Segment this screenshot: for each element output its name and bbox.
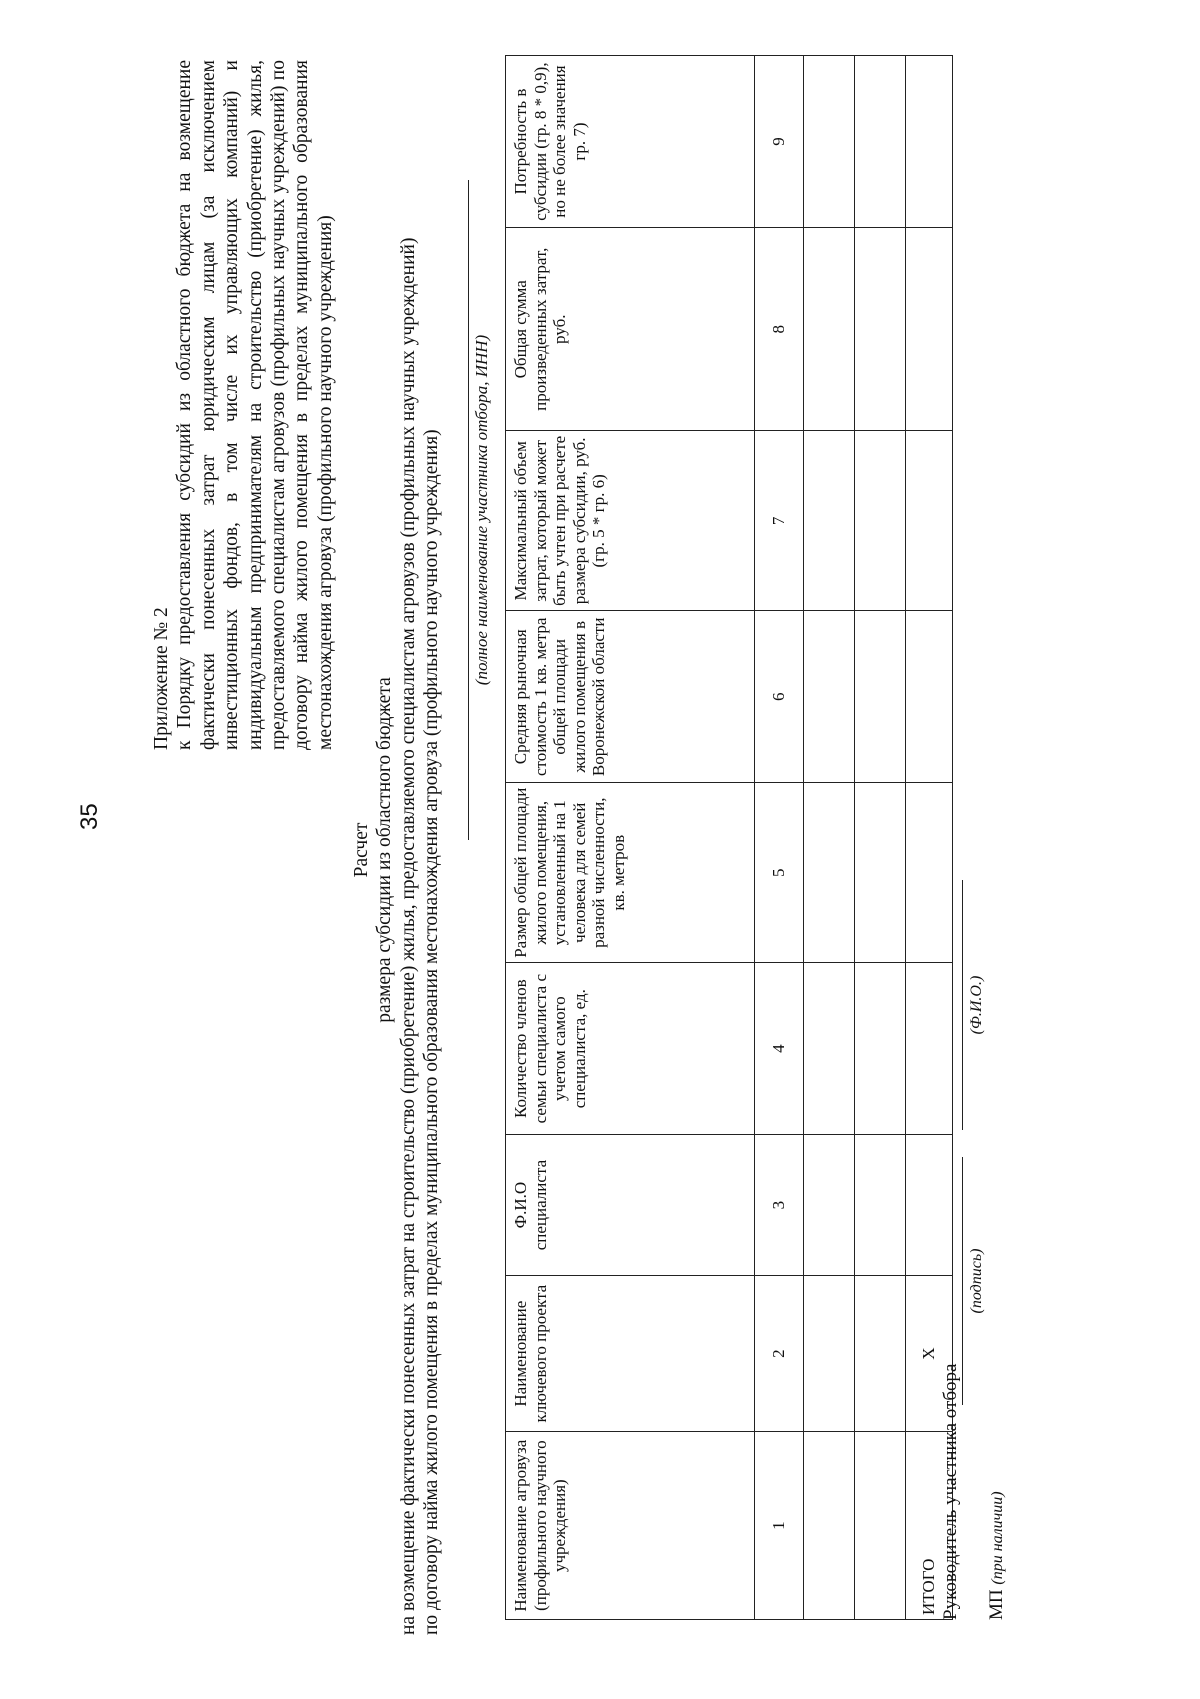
stamp-line <box>986 1491 1008 1620</box>
column-number: 7 <box>755 431 804 611</box>
header-cell: Общая сумма произведенных затрат, руб. <box>506 228 755 431</box>
column-number-row <box>755 56 804 1620</box>
column-number: 1 <box>755 1432 804 1620</box>
table-cell <box>906 1135 953 1276</box>
table-cell <box>804 431 855 611</box>
column-number: 2 <box>755 1275 804 1431</box>
signature-label: Руководитель участника отбора <box>940 1363 961 1620</box>
header-cell: Наименование агровуза (профильного научного учреждения) <box>506 1432 755 1620</box>
table-row <box>855 56 906 1620</box>
column-number: 6 <box>755 611 804 783</box>
calculation-line-1: размера субсидии из областного бюджета <box>374 677 396 1023</box>
appendix-title: Приложение № 2 <box>151 607 172 750</box>
table-row <box>804 56 855 1620</box>
header-cell: Количество членов семьи специалиста с учетом самого специалиста, ед. <box>506 963 755 1135</box>
page-number: 35 <box>76 803 103 830</box>
table-cell <box>804 783 855 963</box>
signature-line <box>962 1157 963 1405</box>
table-cell <box>804 1432 855 1620</box>
header-cell: Максимальный объем затрат, который может быть учтен при расчете размера субсидии, руб. (гр. 5 * гр. 6) <box>506 431 755 611</box>
total-col2: Х <box>906 1275 953 1431</box>
table-cell <box>855 1432 906 1620</box>
participant-caption: (полное наименование участника отбора, ИНН) <box>472 334 491 686</box>
table-cell <box>855 963 906 1135</box>
table-cell <box>855 431 906 611</box>
table-cell <box>804 56 855 228</box>
table-cell <box>804 1275 855 1431</box>
table-cell <box>855 228 906 431</box>
table-cell <box>855 783 906 963</box>
table-cell <box>906 56 953 228</box>
name-line <box>962 880 963 1130</box>
table-cell <box>906 783 953 963</box>
calculation-title <box>350 50 444 1650</box>
signature-caption: (подпись) <box>968 1248 985 1314</box>
column-number: 8 <box>755 228 804 431</box>
header-cell: Размер общей площади жилого помещения, установленный на 1 человека для семей разной численности, кв. метров <box>506 783 755 963</box>
column-number: 3 <box>755 1135 804 1276</box>
calculation-line-2: на возмещение фактически понесенных затрат на строительство (приобретение) жилья, предоставляемого специалистам агровузов (профильных научных учреждений) <box>397 237 419 1635</box>
table-cell <box>906 963 953 1135</box>
header-cell: Средняя рыночная стоимость 1 кв. метра общей площади жилого помещения в Воронежской области <box>506 611 755 783</box>
table-cell <box>906 611 953 783</box>
table-cell <box>855 1135 906 1276</box>
appendix-block <box>150 60 337 750</box>
table-cell <box>906 228 953 431</box>
name-caption: (Ф.И.О.) <box>968 975 985 1035</box>
table-cell <box>804 611 855 783</box>
column-number: 9 <box>755 56 804 228</box>
calculation-table <box>505 55 953 1620</box>
document-body <box>150 50 1150 1650</box>
header-cell: Потребность в субсидии (гр. 8 * 0,9), но не более значения гр. 7) <box>506 56 755 228</box>
table-cell <box>906 431 953 611</box>
participant-name-line <box>450 180 469 840</box>
column-number: 4 <box>755 963 804 1135</box>
calculation-heading: Расчет <box>351 822 372 878</box>
header-cell: Ф.И.О специалиста <box>506 1135 755 1276</box>
table-cell <box>855 611 906 783</box>
table-cell <box>804 963 855 1135</box>
table-cell <box>855 56 906 228</box>
header-cell: Наименование ключевого проекта <box>506 1275 755 1431</box>
stamp-note: (при наличии) <box>989 1491 1006 1585</box>
table-cell <box>855 1275 906 1431</box>
table-cell <box>804 228 855 431</box>
calculation-line-3: по договору найма жилого помещения в пределах муниципального образования местонахождения агровуза (профильного научного учреждения) <box>421 429 443 1635</box>
stamp-label: МП <box>986 1589 1007 1620</box>
column-number: 5 <box>755 783 804 963</box>
table-cell <box>804 1135 855 1276</box>
appendix-text: к Порядку предоставления субсидий из областного бюджета на возмещение фактически понесенных затрат юридическим лицам (за исключением инвестиционных фондов, в том числе их управляющих компаний) и индивидуальным предпринимателям на строительство (приобретение) жилья, предоставляемого специалистам агровузов (профильных научных учреждений) по договору найма жилого помещения в пределах муниципального образования местонахождения агровуза (профильного научного учреждения) <box>174 60 336 750</box>
table-header-row <box>506 56 755 1620</box>
total-label: ИТОГО <box>906 1432 953 1620</box>
